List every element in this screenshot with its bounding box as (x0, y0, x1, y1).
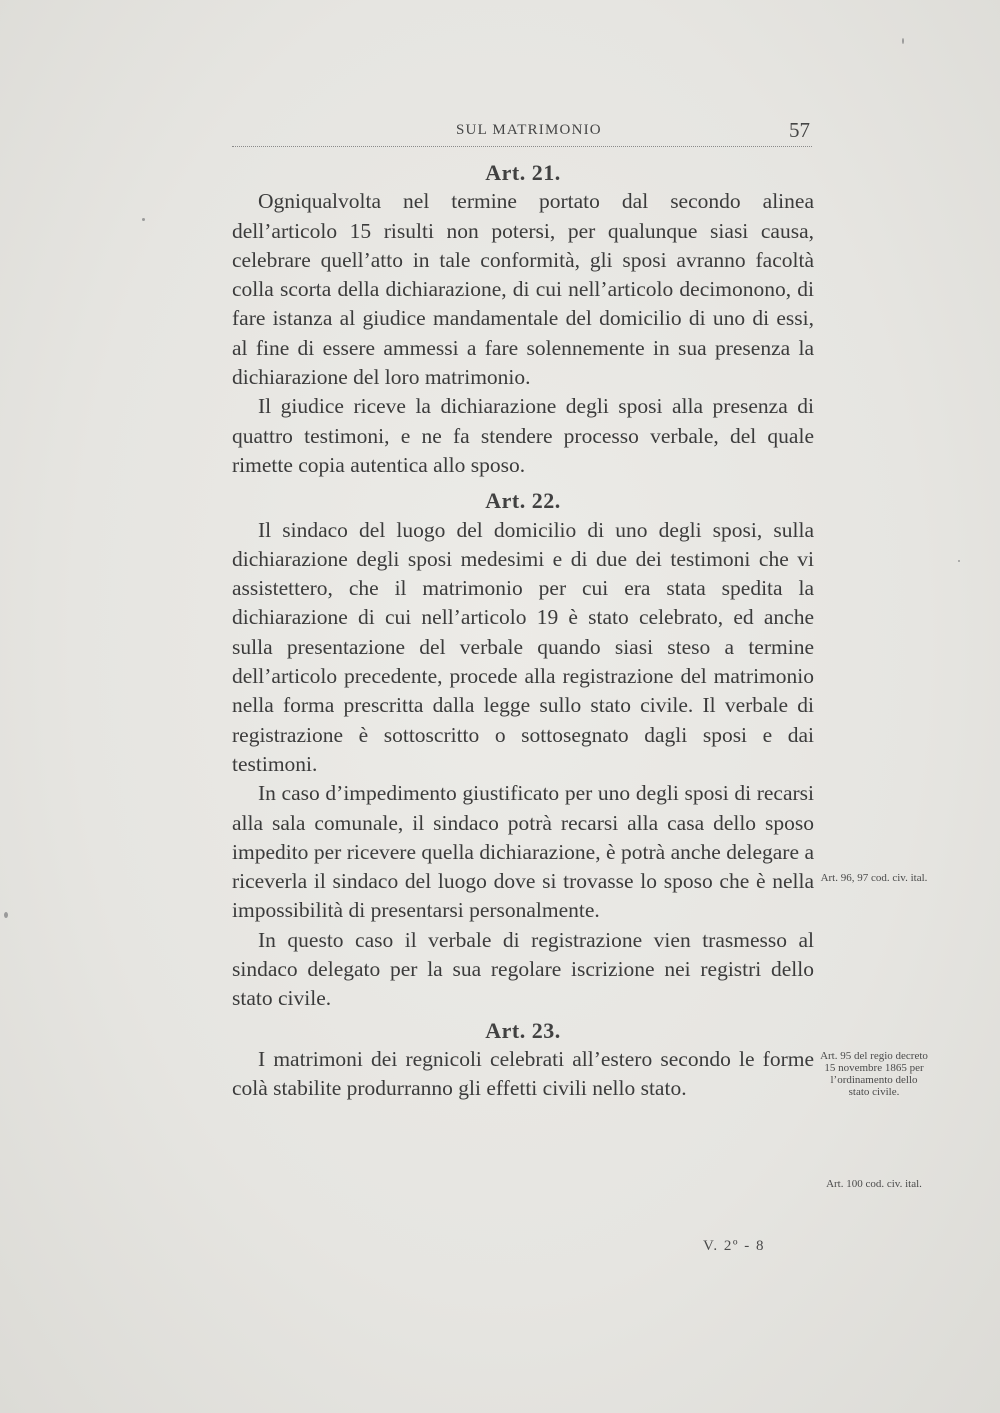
paper-speck (958, 560, 960, 562)
paper-speck (902, 38, 904, 44)
running-head (232, 118, 812, 147)
article-heading-23: Art. 23. (485, 1017, 561, 1043)
article-23-paragraph-1: I matrimoni dei regnicoli celebrati all’estero secondo le forme colà stabilite produrranno gli effetti civili nello stato. (232, 1046, 814, 1101)
sidenote-art-96-97: Art. 96, 97 cod. civ. ital. (820, 872, 928, 884)
article-21-paragraph-1: Ogniqualvolta nel termine portato dal secondo alinea dell’articolo 15 risulti non potersi, per qualunque siasi causa, celebrare quell’atto in tale conformità, gli sposi avranno facoltà colla scorta della dichiarazione, di cui nell’articolo decimonono, di fare istanza al giudice mandamentale del domicilio di uno di essi, al fine di essere ammessi a fare solennemente in sua presenza la dichiarazione del loro matrimonio. (232, 189, 814, 390)
article-22-paragraph-2: In caso d’impedimento giustificato per uno degli sposi di recarsi alla sala comunale, il sindaco potrà recarsi alla casa dello sposo impedito per ricevere quella dichiarazione, è potrà anche delegare a riceverla il sindaco del luogo dove si trovasse lo sposo che è nella impossibilità di presentarsi personalmente. (232, 781, 814, 923)
sidenote-art-100: Art. 100 cod. civ. ital. (826, 1178, 922, 1190)
article-heading-22: Art. 22. (485, 488, 561, 514)
paper-speck (4, 912, 8, 918)
article-heading-21: Art. 21. (485, 160, 561, 185)
article-22-paragraph-3: In questo caso il verbale di registrazione vien trasmesso al sindaco delegato per la sua regolare iscrizione nei registri dello stato civile. (232, 927, 814, 1011)
main-text (232, 158, 814, 1104)
article-22-paragraph-1: Il sindaco del luogo del domicilio di uno degli sposi, sulla dichiarazione degli sposi medesimi e di due dei testimoni che vi assistettero, che il matrimonio per cui era stata spedita la dichiarazione di cui nell’articolo 19 è stato celebrato, ed anche sulla presentazione del verbale quando siasi steso a termine dell’articolo precedente, procede alla registrazione del matrimonio nella forma prescritta dalla legge sullo stato civile. Il verbale di registrazione è sottoscritto o sottosegnato dagli sposi e dai testimoni. (232, 517, 814, 776)
article-21-paragraph-2: Il giudice riceve la dichiarazione degli sposi alla presenza di quattro testimoni, e ne fa stendere processo verbale, del quale rimette copia autentica allo sposo. (232, 394, 814, 477)
page-number: 57 (789, 118, 810, 142)
sidenote-art-95-decree: Art. 95 del regio decreto 15 novembre 1865 per l’ordinamento dello stato civile. (820, 1050, 928, 1098)
running-title: SUL MATRIMONIO (456, 122, 602, 138)
signature-mark: V. 2º - 8 (703, 1238, 766, 1254)
paper-speck (142, 218, 145, 221)
